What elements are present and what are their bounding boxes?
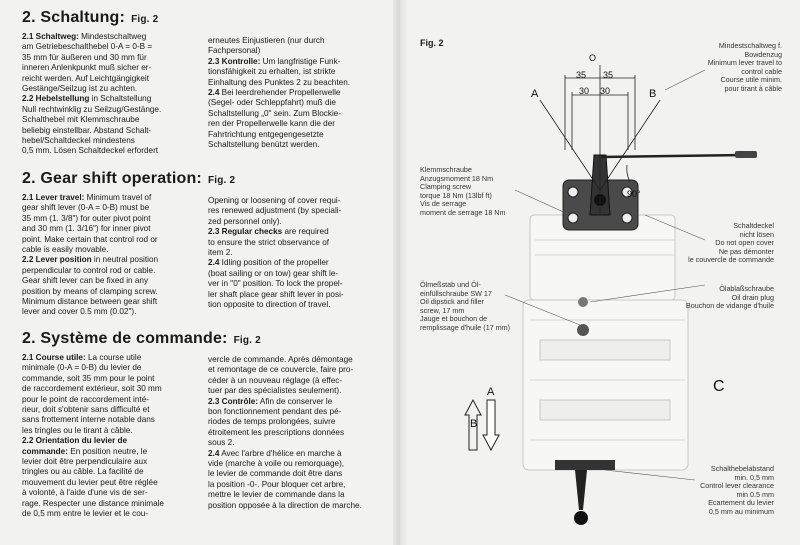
paragraph-heading: Regular checks xyxy=(219,227,283,237)
arrow-a-label: A xyxy=(487,386,495,398)
paragraph-number: 2.3 xyxy=(208,56,220,66)
arrow-b-label: B xyxy=(470,418,478,430)
paragraph-number: 2.4 xyxy=(208,88,220,98)
paragraph xyxy=(22,94,210,156)
angle-label: 90° xyxy=(627,189,641,199)
dim-outer-left: 35 xyxy=(576,70,587,80)
paragraph-heading: Hebelstellung xyxy=(33,94,90,104)
paragraph-text: Mindestschaltweg am Getriebeschalthebel 0-A = 0-B = 35 mm für äußeren und 30 mm für inneren Anlenkpunkt muß sicher er- reicht werden. Auf Leichtgängigkeit Gestänge/Seilzug ist zu achten. xyxy=(22,32,153,94)
text-column-de-1 xyxy=(22,32,210,157)
paragraph-heading: Kontrolle: xyxy=(219,56,261,66)
paragraph xyxy=(208,36,398,57)
paragraph-text: vercle de commande. Après démontage et remontage de ce couvercle, faire pro- céder à un nouveau réglage (à effec- tuer par des spécialistes seulement). xyxy=(208,355,354,396)
paragraph-heading: Schaltweg: xyxy=(33,32,79,41)
paragraph xyxy=(208,355,398,397)
oil-dipstick xyxy=(577,324,589,336)
paragraph-text: Idling position of the propeller (boat sailing or on tow) gear shift le- ver in "0" position. To lock the propel- ler shaft place gear shift lever in posi- tion opposite to direction of travel. xyxy=(208,258,344,310)
paragraph-text: Minimum travel of gear shift lever (0-A = 0-B) must be 35 mm (1. 3/8") for outer pivot point and 30 mm (1. 3/16") for inner pivot point. Make certain that control rod or cable is easily movable. xyxy=(22,193,158,255)
bottom-shift-lever xyxy=(555,460,615,525)
text-column-en-2 xyxy=(208,196,398,310)
paragraph-text: Afin de conserver le bon fonctionnement pendant des pé- riodes de temps prolongées, suivre étroitement les prescriptions données sous 2. xyxy=(208,396,345,448)
paragraph xyxy=(208,258,398,310)
paragraph-number: 2.1 xyxy=(22,353,34,362)
paragraph-heading: Course utile: xyxy=(33,353,86,362)
callout-lever-travel: Mindestschaltweg f. Bowdenzug Minimum lever travel to control cable Course utile minim. pour tirant à câble xyxy=(707,41,782,93)
paragraph-text: Um langfristige Funk- tionsfähigkeit zu erhalten, ist strikte Einhaltung des Punktes 2 zu beachten. xyxy=(208,56,351,87)
paragraph-number: 2.3 xyxy=(208,227,220,237)
oil-drain-plug xyxy=(578,297,588,307)
callout-oil-drain: Ölablaßschraube Oil drain plug Bouchon de vidange d'huile xyxy=(685,284,774,311)
paragraph-number: 2.1 xyxy=(22,32,34,41)
paragraph xyxy=(22,353,210,436)
section-title-fr: 2. Système de commande: Fig. 2 xyxy=(22,330,261,347)
callout-shift-cover: Schaltdeckel nicht lösen Do not open cover Ne pas démonter le couvercle de commande xyxy=(688,221,774,265)
callout-clamping-screw: Klemmschraube Anzugsmoment 18 Nm Clamping screw torque 18 Nm (13lbf ft) Vis de serrage moment de serrage 18 Nm xyxy=(420,165,506,217)
section-title-de: 2. Schaltung: Fig. 2 xyxy=(22,9,159,26)
section-title-en: 2. Gear shift operation: Fig. 2 xyxy=(22,170,236,187)
paragraph-heading: Lever position xyxy=(33,255,92,265)
dim-outer-right: 35 xyxy=(603,70,614,80)
paragraph-text: La course utile minimale (0-A = 0-B) du levier de commande, soit 35 mm pour le point de raccordement extérieur, soit 30 mm pour le point de raccordement inté- rieur, doit s'obtenir sans difficulté et sans frottement interne notable dans les tringles ou le tirant à câble. xyxy=(22,353,162,435)
paragraph xyxy=(22,32,210,94)
paragraph-text: Bei leerdrehender Propellerwelle (Segel- oder Schleppfahrt) muß die Schaltstellung „0" sein. Zum Blockie- ren der Propellerwelle kann die der Fahrtrichtung entgegengesetzte Schaltstellung benützt werden. xyxy=(208,88,342,150)
paragraph-number: 2.1 xyxy=(22,193,34,202)
paragraph-text: are required to ensure the strict observance of item 2. xyxy=(208,227,330,258)
text-column-fr-1 xyxy=(22,353,210,520)
dim-origin-label: O xyxy=(589,53,597,63)
fig-ref-de: Fig. 2 xyxy=(131,14,159,25)
paragraph-text: erneutes Einjustieren (nur durch Fachpersonal) xyxy=(208,36,325,56)
arrow-c-label: C xyxy=(713,378,725,395)
paragraph-number: 2.3 xyxy=(208,396,220,406)
paragraph-heading: Orientation du levier de commande: xyxy=(22,436,128,456)
text-column-de-2 xyxy=(208,36,398,150)
paragraph-number: 2.2 xyxy=(22,436,34,446)
paragraph xyxy=(208,88,398,150)
paragraph xyxy=(208,449,398,511)
paragraph-number: 2.2 xyxy=(22,94,34,104)
callout-dipstick: Ölmeßstab und Öl- einfüllschraube SW 17 Oil dipstick and filler screw, 17 mm Jauge et bouchon de remplissage d'huile (17 mm) xyxy=(420,280,511,332)
paragraph-text: Opening or loosening of cover requi- res renewed adjustment (by speciali- zed personnel only). xyxy=(208,196,342,226)
callout-lever-clearance: Schalthebelabstand min. 0,5 mm Control lever clearance min 0.5 mm Ecartement du levier 0,5 mm au minimum xyxy=(700,464,774,516)
text-column-fr-2 xyxy=(208,355,398,511)
paragraph xyxy=(208,397,398,449)
figure-label: Fig. 2 xyxy=(420,38,444,48)
paragraph xyxy=(208,57,398,88)
paragraph-text: in Schaltstellung Null rechtwinklig zu Seilzug/Gestänge. Schalthebel mit Klemmschraube beliebig einstellbar. Abstand Schalt- hebel/Schaltdeckel mindestens 0,5 mm. Lösen Schaltdeckel erfordert xyxy=(22,94,162,156)
paragraph-text: Avec l'arbre d'hélice en marche à vide (marche à voile ou remorquage), le levier de commande doit être dans la position -0-. Pour bloquer cet arbre, mettre le levier de commande dans la position opposée à la direction de marche. xyxy=(208,448,362,510)
dim-inner-left: 30 xyxy=(579,86,590,96)
paragraph-text: in neutral position perpendicular to control rod or cable. Gear shift lever can be fixed in any position by means of clamping screw. Minimum distance between gear shift lever and cover 0.5 mm (0.02"). xyxy=(22,255,159,317)
paragraph xyxy=(22,255,210,317)
fig-ref-en: Fig. 2 xyxy=(207,175,236,186)
fig-ref-fr: Fig. 2 xyxy=(233,335,261,346)
text-column-en-1 xyxy=(22,193,210,318)
paragraph-number: 2.4 xyxy=(208,448,220,458)
point-b-label: B xyxy=(649,88,657,100)
paragraph-number: 2.2 xyxy=(22,255,34,265)
paragraph xyxy=(208,196,398,227)
point-a-label: A xyxy=(531,88,539,100)
dim-inner-right: 30 xyxy=(600,86,611,96)
paragraph-heading: Lever travel: xyxy=(33,193,85,202)
paragraph xyxy=(208,227,398,258)
paragraph-text: En position neutre, le levier doit être perpendiculaire aux tringles ou au câble. La facilité de mouvement du levier peut être réglée à volonté, à l'aide d'une vis de ser- rage. Respecter une distance minimale de 0,5 mm entre le levier et le cou- xyxy=(22,446,164,519)
paragraph-number: 2.4 xyxy=(208,258,220,268)
paragraph xyxy=(22,193,210,255)
paragraph-heading: Contrôle: xyxy=(219,396,259,406)
paragraph xyxy=(22,436,210,519)
